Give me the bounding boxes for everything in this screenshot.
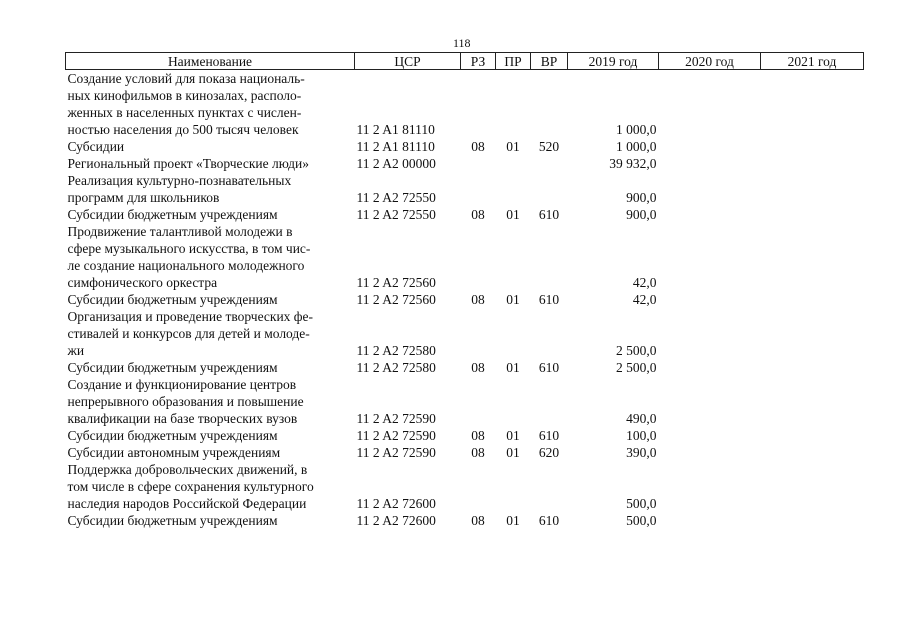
cell-y2019: 42,0 <box>632 275 657 290</box>
row-name-line: наследия народов Российской Федерации <box>67 496 307 511</box>
cell-vr <box>531 70 568 139</box>
cell-pr: 01 <box>506 292 520 307</box>
cell-y2020 <box>659 308 761 359</box>
table-row <box>66 291 864 308</box>
header-csr: ЦСР <box>355 53 461 70</box>
cell-y2020 <box>659 223 761 291</box>
cell-y2019: 900,0 <box>626 190 657 205</box>
row-name <box>66 512 355 529</box>
cell-rz: 08 <box>471 207 485 222</box>
table-row <box>66 359 864 376</box>
cell-pr: 01 <box>506 139 520 154</box>
table-row <box>66 155 864 172</box>
budget-table <box>65 52 864 529</box>
row-name-line: симфонического оркестра <box>67 275 218 290</box>
cell-y2019: 490,0 <box>626 411 657 426</box>
row-name-line: Создание и функционирование центров <box>67 377 297 392</box>
row-name <box>66 376 355 427</box>
cell-pr <box>496 376 531 427</box>
row-name-line: женных в населенных пунктах с числен- <box>67 105 302 120</box>
row-name-line: квалификации на базе творческих вузов <box>67 411 298 426</box>
row-name-line: Создание условий для показа националь- <box>67 71 305 86</box>
cell-y2019: 900,0 <box>626 207 657 222</box>
cell-y2020 <box>659 206 761 223</box>
cell-pr: 01 <box>506 360 520 375</box>
cell-y2019: 39 932,0 <box>609 156 657 171</box>
row-name-line: ностью населения до 500 тысяч человек <box>67 122 299 137</box>
cell-csr: 11 2 A2 72590 <box>356 445 436 460</box>
row-name-line: Субсидии бюджетным учреждениям <box>67 207 278 222</box>
cell-pr: 01 <box>506 445 520 460</box>
cell-rz: 08 <box>471 428 485 443</box>
row-name-line: Субсидии бюджетным учреждениям <box>67 360 278 375</box>
table-row <box>66 206 864 223</box>
cell-pr <box>496 461 531 512</box>
cell-csr: 11 2 A2 72600 <box>356 496 436 511</box>
cell-csr: 11 2 A1 81110 <box>356 122 435 137</box>
cell-vr: 610 <box>538 207 560 222</box>
cell-y2019: 2 500,0 <box>616 343 657 358</box>
cell-pr: 01 <box>506 428 520 443</box>
row-name-line: программ для школьников <box>67 190 220 205</box>
header-vr: ВР <box>531 53 568 70</box>
cell-vr <box>531 461 568 512</box>
cell-pr: 01 <box>506 207 520 222</box>
row-name <box>66 155 355 172</box>
cell-vr: 620 <box>538 445 560 460</box>
cell-y2020 <box>659 138 761 155</box>
row-name <box>66 223 355 291</box>
cell-vr: 610 <box>538 513 560 528</box>
row-name <box>66 461 355 512</box>
row-name-line: ле создание национального молодежного <box>67 258 305 273</box>
header-2021: 2021 год <box>761 53 864 70</box>
cell-rz: 08 <box>471 292 485 307</box>
row-name-line: Реализация культурно-познавательных <box>67 173 292 188</box>
cell-csr: 11 2 A2 72580 <box>356 360 436 375</box>
cell-vr: 520 <box>538 139 560 154</box>
row-name <box>66 308 355 359</box>
cell-y2020 <box>659 291 761 308</box>
cell-csr: 11 2 A2 72560 <box>356 292 436 307</box>
cell-vr: 610 <box>538 360 560 375</box>
cell-rz: 08 <box>471 513 485 528</box>
cell-y2021 <box>761 70 864 139</box>
header-pr: ПР <box>496 53 531 70</box>
cell-y2021 <box>761 291 864 308</box>
table-row <box>66 70 864 139</box>
cell-csr: 11 2 A2 72550 <box>356 207 436 222</box>
cell-pr: 01 <box>506 513 520 528</box>
header-2019: 2019 год <box>568 53 659 70</box>
cell-y2020 <box>659 359 761 376</box>
cell-y2019: 42,0 <box>632 292 657 307</box>
cell-y2020 <box>659 172 761 206</box>
row-name-line: Организация и проведение творческих фе- <box>67 309 314 324</box>
cell-vr: 610 <box>538 428 560 443</box>
table-row <box>66 461 864 512</box>
cell-y2021 <box>761 308 864 359</box>
cell-y2021 <box>761 172 864 206</box>
table-row <box>66 172 864 206</box>
cell-y2019: 500,0 <box>626 496 657 511</box>
row-name <box>66 444 355 461</box>
cell-csr: 11 2 A2 72590 <box>356 411 436 426</box>
row-name-line: жи <box>67 343 85 358</box>
cell-pr <box>496 223 531 291</box>
row-name-line: том числе в сфере сохранения культурного <box>67 479 314 494</box>
cell-csr: 11 2 A2 72590 <box>356 428 436 443</box>
cell-y2021 <box>761 206 864 223</box>
row-name-line: Субсидии бюджетным учреждениям <box>67 513 278 528</box>
row-name-line: Региональный проект «Творческие люди» <box>67 156 310 171</box>
cell-rz <box>461 223 496 291</box>
table-row <box>66 444 864 461</box>
cell-rz: 08 <box>471 139 485 154</box>
row-name-line: Субсидии бюджетным учреждениям <box>67 292 278 307</box>
cell-y2021 <box>761 138 864 155</box>
cell-y2019: 2 500,0 <box>616 360 657 375</box>
cell-rz <box>461 461 496 512</box>
row-name-line: Субсидии бюджетным учреждениям <box>67 428 278 443</box>
row-name <box>66 172 355 206</box>
table-row <box>66 376 864 427</box>
cell-y2021 <box>761 461 864 512</box>
cell-y2019: 1 000,0 <box>616 139 657 154</box>
row-name <box>66 206 355 223</box>
header-rz: РЗ <box>461 53 496 70</box>
cell-rz <box>461 376 496 427</box>
cell-rz: 08 <box>471 360 485 375</box>
cell-csr: 11 2 A1 81110 <box>356 139 435 154</box>
cell-y2021 <box>761 444 864 461</box>
cell-rz <box>461 308 496 359</box>
cell-pr <box>496 155 531 172</box>
cell-pr <box>496 172 531 206</box>
cell-y2020 <box>659 376 761 427</box>
cell-csr: 11 2 A2 00000 <box>356 156 436 171</box>
page-number: 118 <box>453 36 471 50</box>
row-name <box>66 359 355 376</box>
table-header <box>66 53 864 70</box>
header-name: Наименование <box>66 53 355 70</box>
cell-rz <box>461 70 496 139</box>
row-name <box>66 427 355 444</box>
row-name-line: Субсидии автономным учреждениям <box>67 445 281 460</box>
cell-vr <box>531 172 568 206</box>
row-name-line: Продвижение талантливой молодежи в <box>67 224 293 239</box>
row-name <box>66 138 355 155</box>
row-name <box>66 291 355 308</box>
cell-rz <box>461 155 496 172</box>
cell-rz: 08 <box>471 445 485 460</box>
table-row <box>66 512 864 529</box>
cell-y2021 <box>761 155 864 172</box>
table-body <box>66 70 864 530</box>
cell-csr: 11 2 A2 72600 <box>356 513 436 528</box>
cell-y2021 <box>761 223 864 291</box>
cell-csr: 11 2 A2 72560 <box>356 275 436 290</box>
cell-vr <box>531 308 568 359</box>
cell-y2021 <box>761 376 864 427</box>
cell-y2020 <box>659 444 761 461</box>
cell-y2019: 100,0 <box>626 428 657 443</box>
cell-y2020 <box>659 155 761 172</box>
cell-vr <box>531 155 568 172</box>
cell-y2019: 500,0 <box>626 513 657 528</box>
table-row <box>66 427 864 444</box>
cell-y2019: 390,0 <box>626 445 657 460</box>
table-row <box>66 223 864 291</box>
cell-y2021 <box>761 512 864 529</box>
cell-y2020 <box>659 512 761 529</box>
cell-y2021 <box>761 427 864 444</box>
cell-y2020 <box>659 70 761 139</box>
cell-pr <box>496 308 531 359</box>
table-row <box>66 138 864 155</box>
cell-y2019: 1 000,0 <box>616 122 657 137</box>
cell-csr: 11 2 A2 72550 <box>356 190 436 205</box>
row-name-line: ных кинофильмов в кинозалах, располо- <box>67 88 302 103</box>
cell-y2021 <box>761 359 864 376</box>
header-2020: 2020 год <box>659 53 761 70</box>
row-name-line: стивалей и конкурсов для детей и молоде- <box>67 326 310 341</box>
cell-rz <box>461 172 496 206</box>
cell-csr: 11 2 A2 72580 <box>356 343 436 358</box>
cell-pr <box>496 70 531 139</box>
cell-y2020 <box>659 461 761 512</box>
cell-y2020 <box>659 427 761 444</box>
row-name-line: Поддержка добровольческих движений, в <box>67 462 308 477</box>
table-row <box>66 308 864 359</box>
cell-vr <box>531 223 568 291</box>
row-name-line: сфере музыкального искусства, в том чис- <box>67 241 311 256</box>
row-name-line: Субсидии <box>67 139 125 154</box>
cell-vr <box>531 376 568 427</box>
row-name-line: непрерывного образования и повышение <box>67 394 304 409</box>
cell-vr: 610 <box>538 292 560 307</box>
row-name <box>66 70 355 139</box>
